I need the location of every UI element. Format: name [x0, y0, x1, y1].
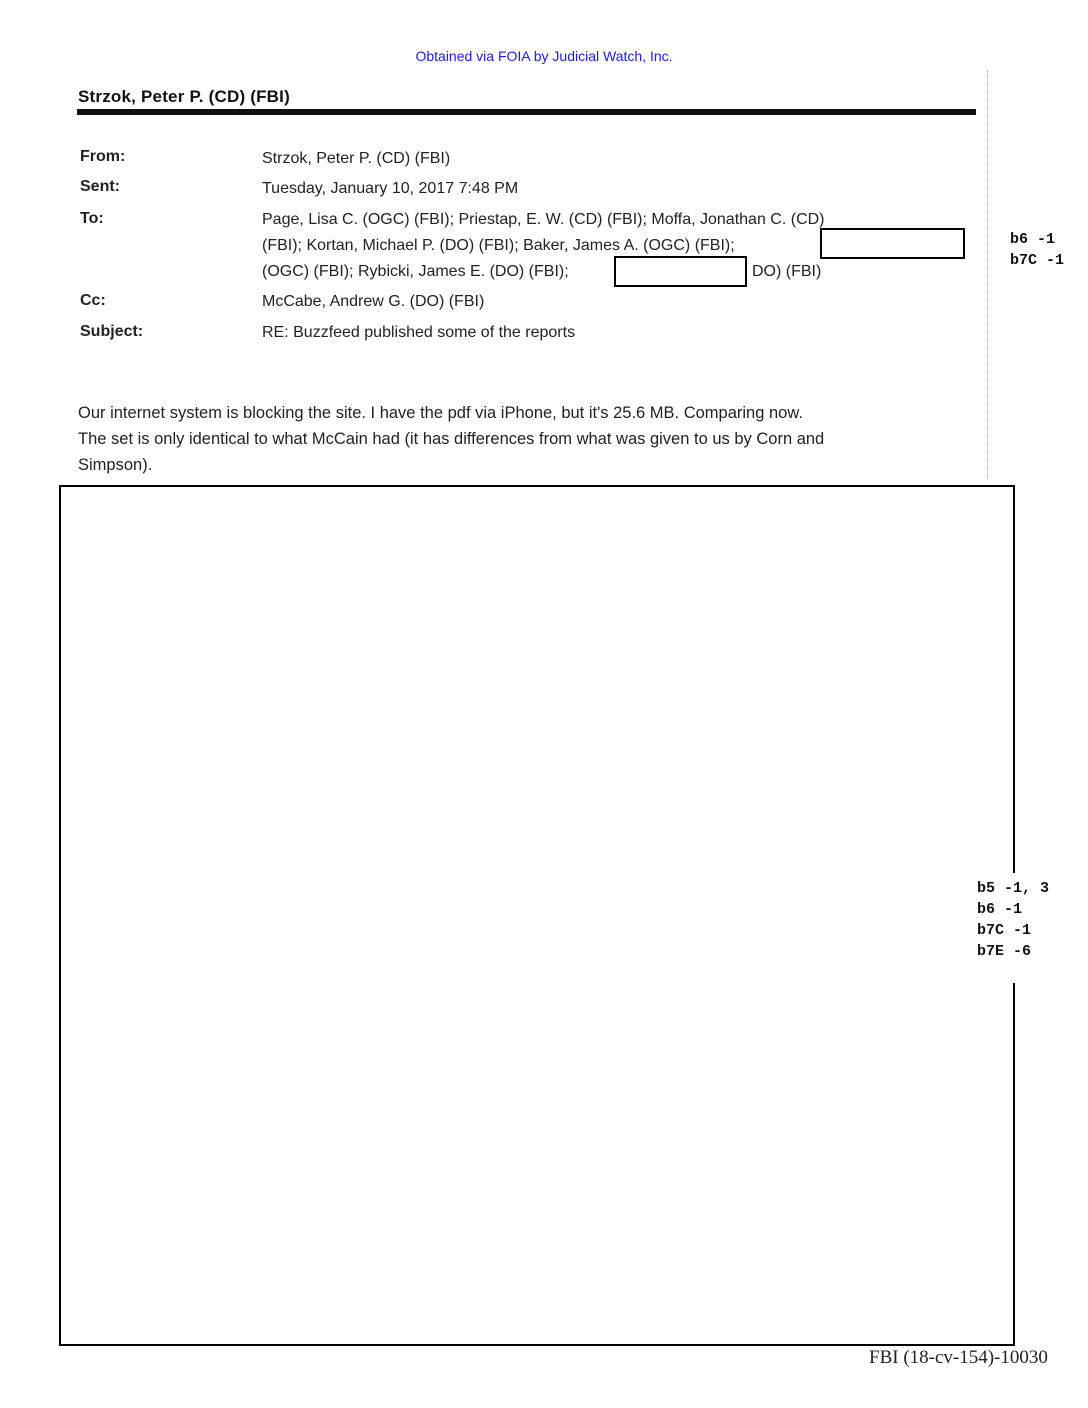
margin-guide: [987, 70, 988, 480]
redaction-box-to-2: [614, 256, 747, 287]
bates-number: FBI (18-cv-154)-10030: [869, 1347, 1048, 1368]
from-label: From:: [80, 148, 126, 165]
to-line-3b: DO) (FBI): [752, 263, 822, 280]
foia-watermark: Obtained via FOIA by Judicial Watch, Inc.: [415, 48, 673, 64]
to-label: To:: [80, 210, 104, 227]
redaction-box-to-1: [820, 228, 965, 259]
exemption-codes-top: [1010, 229, 1064, 271]
body-line-2: The set is only identical to what McCain had (it has differences from what was given to us by Corn and: [78, 430, 825, 448]
email-body: [78, 400, 978, 478]
cc-label: Cc:: [80, 292, 106, 309]
exemption-code: b5 -1, 3: [977, 880, 1050, 897]
sent-value: Tuesday, January 10, 2017 7:48 PM: [262, 180, 519, 197]
body-line-3: Simpson).: [78, 456, 153, 474]
exemption-code: b6 -1: [1010, 231, 1056, 248]
subject-value: RE: Buzzfeed published some of the reports: [262, 324, 576, 341]
sent-label: Sent:: [80, 178, 120, 195]
to-line-1: Page, Lisa C. (OGC) (FBI); Priestap, E. W. (CD) (FBI); Moffa, Jonathan C. (CD): [262, 211, 825, 228]
from-value: Strzok, Peter P. (CD) (FBI): [262, 150, 451, 167]
exemption-code: b6 -1: [977, 901, 1023, 918]
to-line-3a: (OGC) (FBI); Rybicki, James E. (DO) (FBI);: [262, 263, 569, 280]
title-rule: [77, 109, 976, 115]
redaction-box-main: [59, 485, 1015, 1346]
cc-value: McCabe, Andrew G. (DO) (FBI): [262, 293, 485, 310]
sender-title: Strzok, Peter P. (CD) (FBI): [78, 87, 290, 106]
exemption-codes-side: [977, 878, 1049, 962]
exemption-code: b7E -6: [977, 943, 1032, 960]
to-line-2: (FBI); Kortan, Michael P. (DO) (FBI); Baker, James A. (OGC) (FBI);: [262, 237, 735, 254]
body-line-1: Our internet system is blocking the site. I have the pdf via iPhone, but it's 25.6 MB. Comparing now.: [78, 404, 803, 422]
exemption-code: b7C -1: [977, 922, 1032, 939]
subject-label: Subject:: [80, 323, 144, 340]
exemption-code: b7C -1: [1010, 252, 1065, 269]
